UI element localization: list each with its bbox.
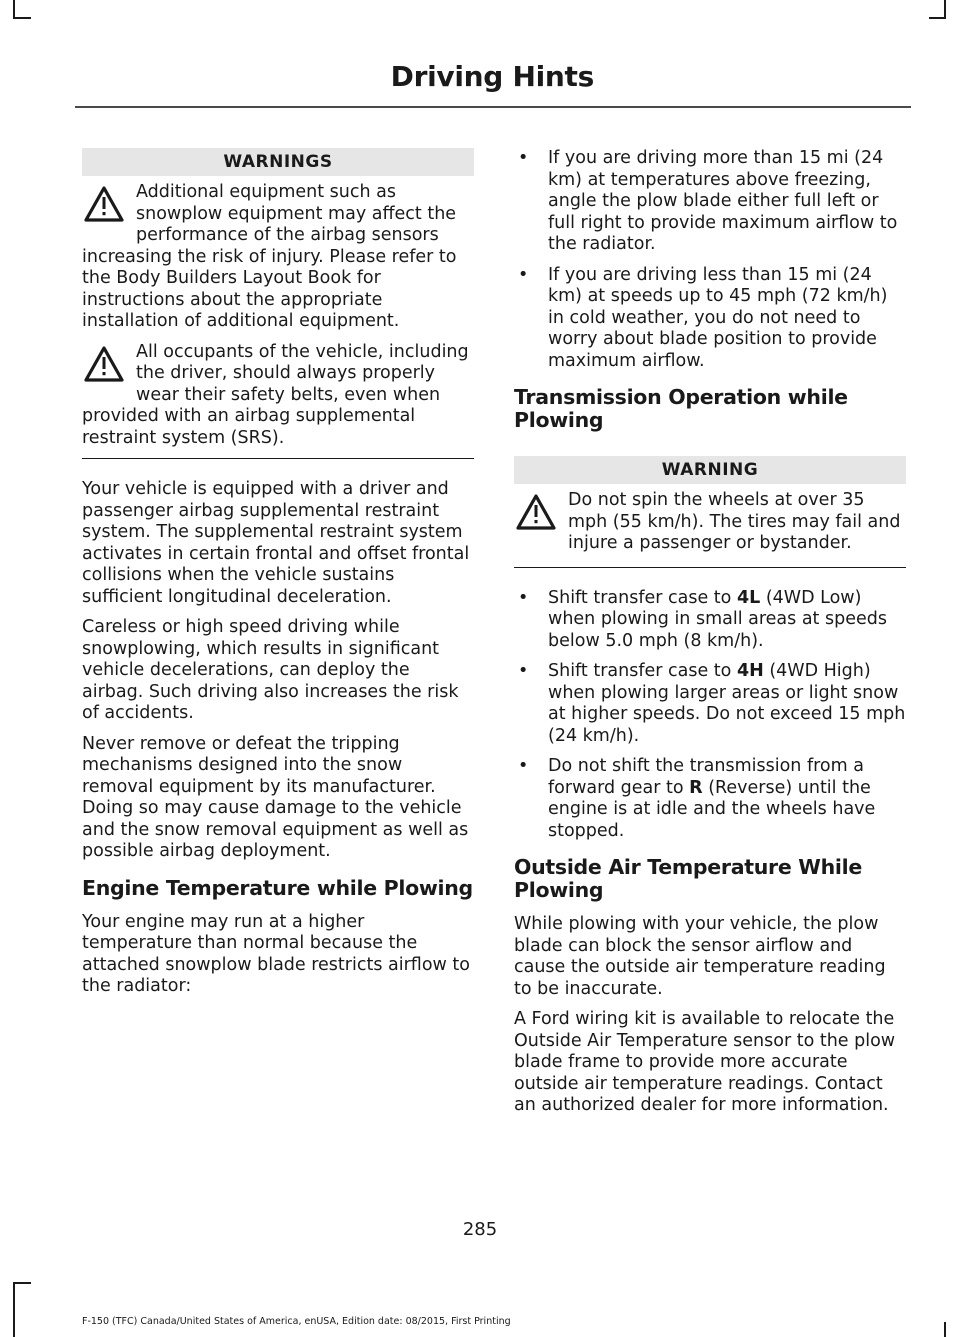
warning-item — [82, 182, 474, 333]
crop-mark — [944, 0, 946, 18]
warning-triangle-icon — [82, 342, 134, 386]
crop-mark — [13, 0, 15, 18]
header-rule — [75, 106, 911, 108]
warning-text: Do not spin the wheels at over 35 mph (55 km/h). The tires may fail and injure a passenger or bystander. — [568, 490, 901, 553]
crop-mark — [944, 1322, 946, 1337]
gear-label: 4H — [736, 661, 764, 681]
page-number: 285 — [462, 1219, 498, 1240]
item-text: (4WD High) when plowing larger areas or light snow at higher speeds. Do not exceed 15 mph (24 km/h). — [548, 661, 906, 746]
body-paragraph: Your engine may run at a higher temperature than normal because the attached snowplow blade restricts airflow to the radiator: — [82, 911, 470, 996]
left-column — [82, 148, 474, 1007]
crop-mark — [13, 1282, 31, 1284]
warning-text: Additional equipment such as snowplow equipment may affect the performance of the airbag sensors increasing the risk of injury. Please refer to the Body Builders Layout Book for instructions about the appropriate installation of additional equipment. — [82, 182, 457, 331]
gear-label: 4L — [736, 587, 761, 608]
transmission-list — [514, 588, 906, 843]
section-title: Driving Hints — [390, 60, 594, 93]
gear-label: R — [689, 777, 703, 798]
list-item — [514, 756, 906, 842]
item-text: (4WD Low) when plowing in small areas at speeds below 5.0 mph (8 km/h). — [548, 587, 887, 651]
crop-mark — [13, 1282, 15, 1337]
body-paragraph: Never remove or defeat the tripping mechanisms designed into the snow removal equipment by its manufacturer. Doing so may cause damage to the vehicle and the snow removal equipment as well as possible airbag deployment. — [82, 733, 469, 861]
warning-item — [82, 342, 474, 450]
item-text: (Reverse) until the engine is at idle and the wheels have stopped. — [548, 777, 876, 841]
list-item: • If you are driving less than 15 mi (24 km) at speeds up to 45 mph (72 km/h) in cold weather, you do not need to worry about blade position to provide maximum airflow. — [514, 265, 906, 373]
body-paragraph: Careless or high speed driving while snowplowing, which results in significant vehicle decelerations, can deploy the airbag. Such driving also increases the risk of accidents. — [82, 617, 459, 723]
crop-mark — [929, 17, 946, 19]
warning-header: WARNING — [514, 456, 906, 484]
warning-triangle-icon — [82, 182, 134, 226]
body-paragraph: Your vehicle is equipped with a driver and passenger airbag supplemental restraint system. The supplemental restraint system activates in certain frontal and offset frontal collisions when the vehicle sustains sufficient longitudinal deceleration. — [82, 479, 470, 607]
warnings-header: WARNINGS — [82, 148, 474, 176]
list-item — [514, 588, 906, 653]
blade-position-list — [514, 148, 906, 372]
item-text: Shift transfer case to — [548, 661, 737, 681]
warning-triangle-icon — [514, 490, 566, 534]
edition-footer: F-150 (TFC) Canada/United States of America, enUSA, Edition date: 08/2015, First Printing — [82, 1316, 511, 1327]
body-paragraph: While plowing with your vehicle, the plow blade can block the sensor airflow and cause the outside air temperature reading to be inaccurate. — [514, 914, 886, 999]
outside-air-temperature-heading: Outside Air Temperature While Plowing — [514, 855, 862, 902]
item-text: Shift transfer case to — [548, 587, 737, 608]
item-text: Do not shift the transmission from a forward gear to — [548, 756, 864, 798]
right-column — [514, 148, 906, 1126]
list-item — [514, 661, 906, 747]
body-paragraph: A Ford wiring kit is available to relocate the Outside Air Temperature sensor to the plow blade frame to provide more accurate outside air temperature readings. Contact an authorized dealer for more information. — [514, 1009, 896, 1115]
engine-temperature-heading: Engine Temperature while Plowing — [82, 875, 473, 900]
crop-mark — [13, 17, 31, 19]
warning-block — [514, 484, 906, 568]
warnings-block — [82, 176, 474, 459]
transmission-heading: Transmission Operation while Plowing — [514, 385, 848, 432]
warning-item — [514, 490, 906, 555]
warning-text: All occupants of the vehicle, including the driver, should always properly wear their safety belts, even when provided with an airbag supplemental restraint system (SRS). — [82, 341, 469, 448]
list-item: • If you are driving more than 15 mi (24 km) at temperatures above freezing, angle the plow blade either full left or full right to provide maximum airflow to the radiator. — [514, 148, 906, 256]
